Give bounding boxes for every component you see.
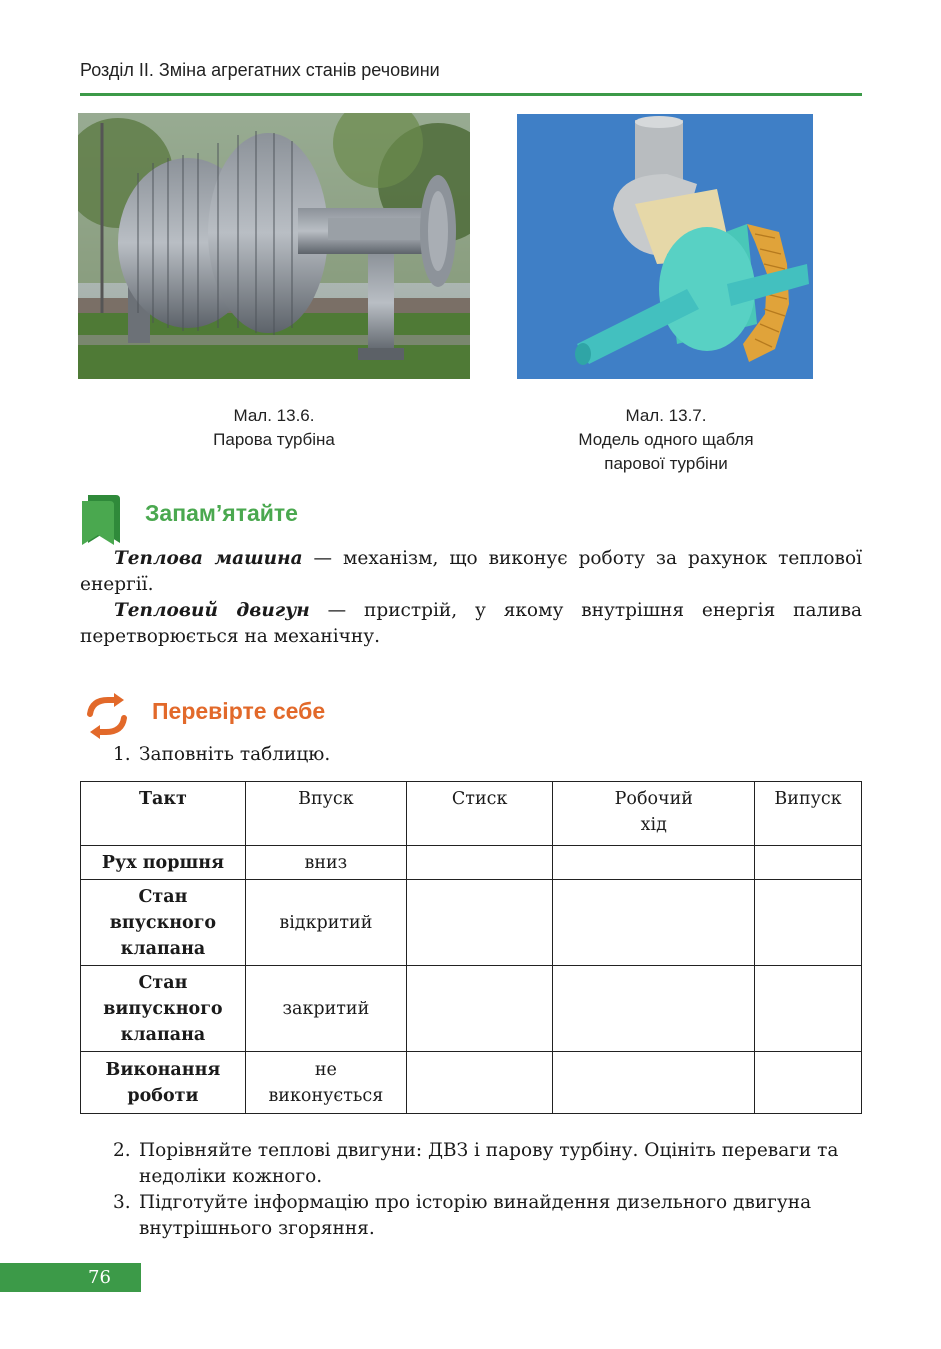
- task-number: 2.: [113, 1140, 131, 1161]
- engine-stroke-table: [80, 781, 862, 1114]
- remember-title: Запам’ятайте: [145, 500, 298, 526]
- chapter-header: Розділ ІІ. Зміна агрегатних станів речовини: [80, 60, 440, 80]
- bookmark-icon: [80, 493, 122, 545]
- row-label: [81, 880, 246, 966]
- row-label-text: Стан випускного клапана: [103, 972, 223, 1045]
- row-label: [81, 1052, 246, 1114]
- row-label-text: Стан впускного клапана: [109, 886, 217, 959]
- task-text: Заповніть таблицю.: [139, 744, 331, 765]
- turbine-stage-model-image: [517, 114, 813, 379]
- empty-cell[interactable]: [755, 846, 862, 880]
- empty-cell[interactable]: [755, 1052, 862, 1114]
- definition-text: — механізм, що виконує роботу за рахунок теплової енергії.: [80, 548, 862, 595]
- task-number: 3.: [113, 1192, 131, 1213]
- table-header-cell: Впуск: [245, 782, 406, 846]
- table-header-cell: Випуск: [755, 782, 862, 846]
- table-header-cell: Такт: [81, 782, 246, 846]
- table-cell: закритий: [245, 966, 406, 1052]
- empty-cell[interactable]: [406, 846, 553, 880]
- table-row: [81, 880, 862, 966]
- figure-caption-text: Модель одного щабля: [578, 430, 754, 449]
- definition-text: — пристрій, у якому внутрішня енергія палива перетворюється на механічну.: [80, 600, 863, 647]
- empty-cell[interactable]: [553, 966, 755, 1052]
- table-cell: [245, 1052, 406, 1114]
- task-number: 1.: [113, 744, 131, 765]
- task-text: Порівняйте теплові двигуни: ДВЗ і парову турбіну. Оцініть переваги та недоліки кожного.: [139, 1140, 839, 1187]
- task-3: [113, 1190, 863, 1242]
- row-label: [81, 966, 246, 1052]
- refresh-cycle-icon: [80, 692, 134, 740]
- definition-heat-machine: [80, 546, 862, 598]
- figure-caption-13-7: [540, 404, 792, 476]
- table-header-cell: Стиск: [406, 782, 553, 846]
- empty-cell[interactable]: [553, 846, 755, 880]
- empty-cell[interactable]: [755, 880, 862, 966]
- cell-text: не виконується: [268, 1059, 384, 1106]
- empty-cell[interactable]: [406, 880, 553, 966]
- term: Теплова машина: [114, 548, 303, 569]
- header-rule: [80, 93, 862, 96]
- row-label-text: Виконання роботи: [105, 1059, 221, 1106]
- table-header-row: [81, 782, 862, 846]
- empty-cell[interactable]: [553, 880, 755, 966]
- steam-turbine-photo: [78, 113, 470, 379]
- row-label: Рух поршня: [81, 846, 246, 880]
- header-text: Робочий хід: [614, 789, 693, 835]
- figure-number: Мал. 13.7.: [625, 406, 707, 425]
- figure-caption-text: Парова турбіна: [213, 430, 335, 449]
- empty-cell[interactable]: [553, 1052, 755, 1114]
- check-yourself-title: Перевірте себе: [152, 698, 326, 724]
- task-1: [113, 742, 863, 768]
- figure-caption-text: парової турбіни: [604, 454, 728, 473]
- definition-heat-engine: [80, 598, 862, 650]
- page-number-bar: [0, 1263, 141, 1292]
- table-row: [81, 846, 862, 880]
- table-row: [81, 966, 862, 1052]
- table-header-cell: [553, 782, 755, 846]
- empty-cell[interactable]: [755, 966, 862, 1052]
- figure-caption-13-6: [150, 404, 398, 452]
- empty-cell[interactable]: [406, 1052, 553, 1114]
- page-number: 76: [88, 1267, 111, 1288]
- term: Тепловий двигун: [114, 600, 310, 621]
- table-cell: вниз: [245, 846, 406, 880]
- figure-number: Мал. 13.6.: [233, 406, 315, 425]
- table-row: [81, 1052, 862, 1114]
- table-cell: відкритий: [245, 880, 406, 966]
- task-text: Підготуйте інформацію про історію винайдення дизельного двигуна внутрішнього згоряння.: [139, 1192, 812, 1239]
- task-2: [113, 1138, 863, 1190]
- empty-cell[interactable]: [406, 966, 553, 1052]
